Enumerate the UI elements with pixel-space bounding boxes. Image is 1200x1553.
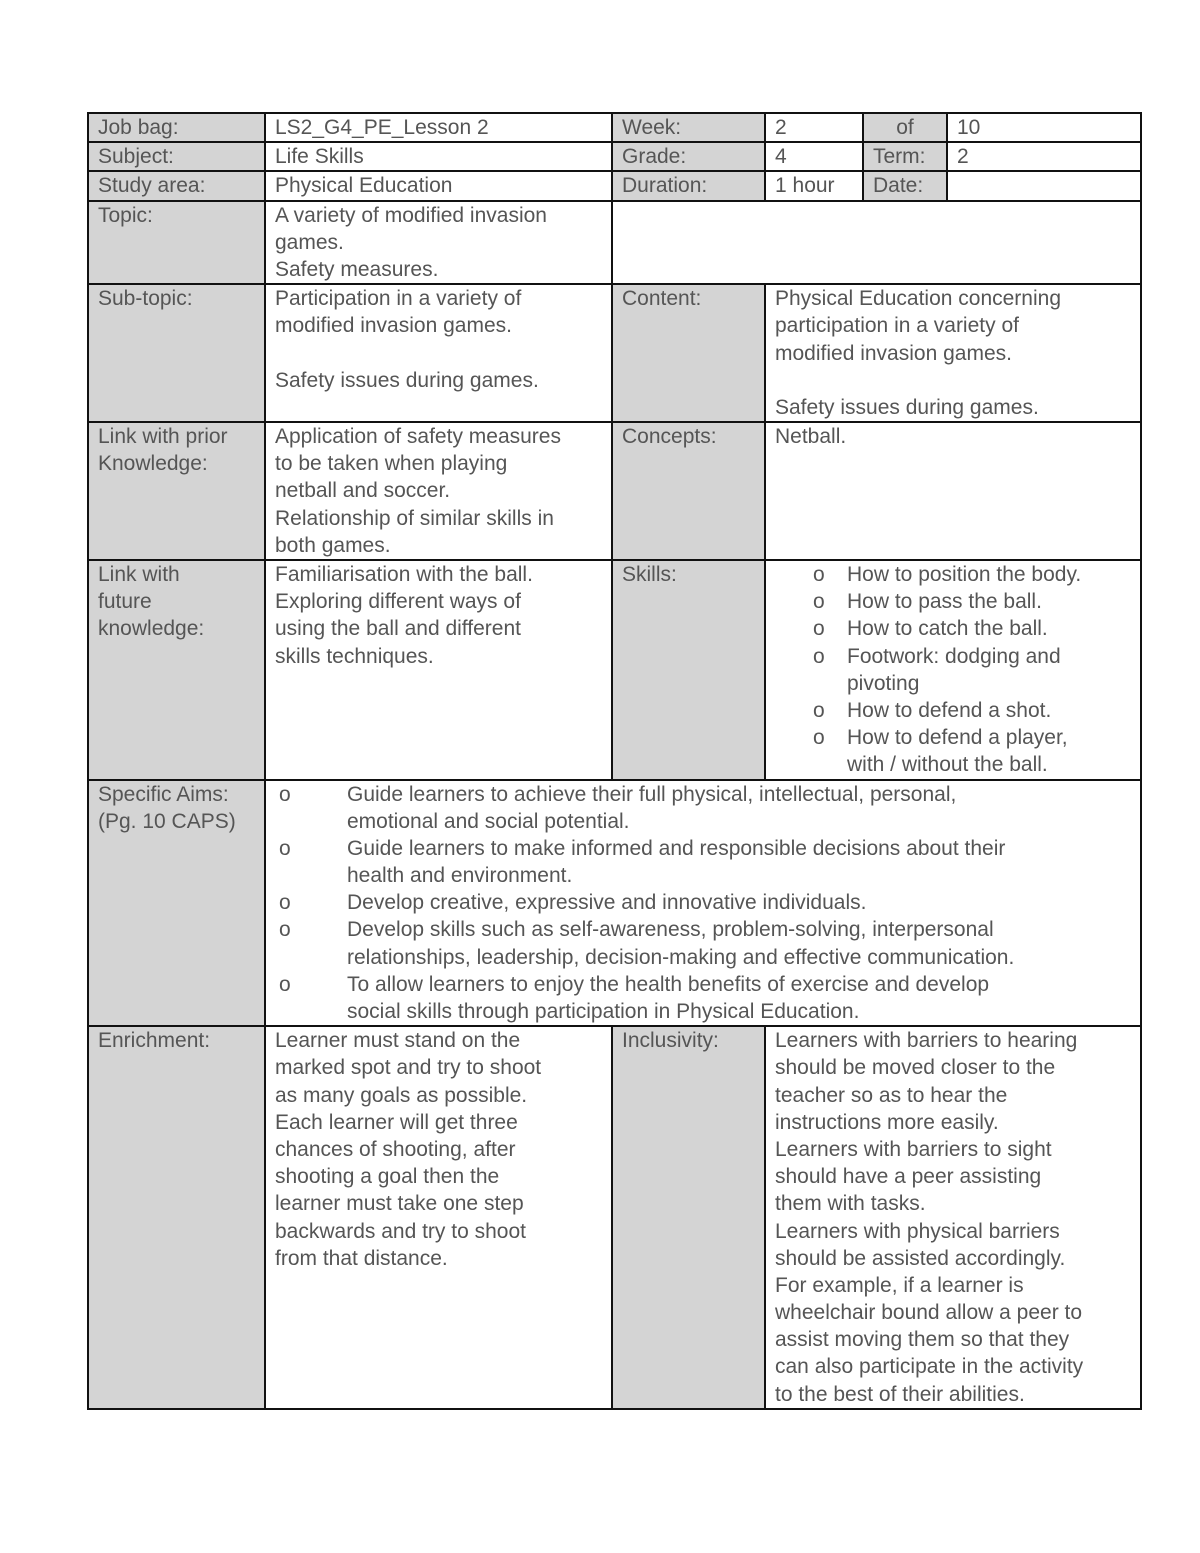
- inclusivity-line: wheelchair bound allow a peer to: [775, 1301, 1083, 1325]
- inclusivity-line: should be assisted accordingly.: [775, 1246, 1066, 1270]
- row-enrichment: [88, 1026, 1141, 1409]
- bullet-icon: o: [813, 617, 825, 641]
- skills-list-item: o How to position the body.: [775, 561, 1140, 588]
- specific-aims-list: [265, 780, 1141, 1027]
- future-knowledge-label-line: future: [98, 590, 152, 614]
- aims-list-item: o Guide learners to make informed and responsible decisions about their: [275, 835, 1140, 862]
- future-knowledge-label-line: knowledge:: [98, 617, 205, 641]
- subject-value: Life Skills: [265, 142, 612, 171]
- row-job-bag: [88, 113, 1141, 142]
- content-line: Safety issues during games.: [775, 395, 1039, 419]
- inclusivity-line: instructions more easily.: [775, 1110, 999, 1134]
- job-bag-value: LS2_G4_PE_Lesson 2: [265, 113, 612, 142]
- row-prior-knowledge: [88, 422, 1141, 560]
- subtopic-blank-line: [275, 340, 611, 367]
- content-line: participation in a variety of: [775, 314, 1019, 338]
- inclusivity-line: Learners with barriers to sight: [775, 1137, 1052, 1161]
- aims-list-item: o Guide learners to achieve their full physical, intellectual, personal,: [275, 781, 1140, 808]
- topic-line: games.: [275, 230, 344, 254]
- inclusivity-value: [765, 1026, 1141, 1409]
- bullet-icon: o: [279, 972, 291, 996]
- future-knowledge-line: skills techniques.: [275, 644, 434, 668]
- inclusivity-line: Learners with physical barriers: [775, 1219, 1060, 1243]
- skills-list-item: o How to defend a shot.: [775, 697, 1140, 724]
- skills-list: [765, 560, 1141, 780]
- bullet-icon: o: [279, 891, 291, 915]
- job-bag-label: Job bag:: [88, 113, 265, 142]
- bullet-icon: o: [813, 644, 825, 668]
- prior-knowledge-line: Relationship of similar skills in: [275, 506, 554, 530]
- inclusivity-line: Learners with barriers to hearing: [775, 1029, 1078, 1053]
- concepts-value: Netball.: [765, 422, 1141, 560]
- aims-list-item-continuation: health and environment.: [347, 864, 573, 888]
- term-label: Term:: [863, 142, 947, 171]
- row-topic: [88, 201, 1141, 285]
- inclusivity-line: should be moved closer to the: [775, 1056, 1056, 1080]
- inclusivity-line: can also participate in the activity: [775, 1355, 1084, 1379]
- aims-list-item: o To allow learners to enjoy the health benefits of exercise and develop: [275, 971, 1140, 998]
- subject-label: Subject:: [88, 142, 265, 171]
- prior-knowledge-line: to be taken when playing: [275, 452, 508, 476]
- topic-line: A variety of modified invasion: [275, 203, 547, 227]
- skills-list-item: o How to catch the ball.: [775, 615, 1140, 642]
- row-specific-aims: [88, 780, 1141, 1027]
- content-value: [765, 284, 1141, 422]
- row-study-area: [88, 171, 1141, 200]
- subtopic-line: modified invasion games.: [275, 314, 512, 338]
- row-future-knowledge: [88, 560, 1141, 780]
- future-knowledge-line: using the ball and different: [275, 617, 521, 641]
- specific-aims-label-line: Specific Aims:: [98, 782, 229, 806]
- skills-list-item: o How to defend a player,: [775, 724, 1140, 751]
- content-label: Content:: [612, 284, 765, 422]
- bullet-icon: o: [813, 590, 825, 614]
- content-line: Physical Education concerning: [775, 287, 1062, 311]
- specific-aims-label-line: (Pg. 10 CAPS): [98, 809, 236, 833]
- skills-list-item-continuation: pivoting: [847, 671, 920, 695]
- aims-list-item: o Develop skills such as self-awareness, problem-solving, interpersonal: [275, 916, 1140, 943]
- subtopic-value: [265, 284, 612, 422]
- row-subtopic: [88, 284, 1141, 422]
- aims-list-item: o Develop creative, expressive and innovative individuals.: [275, 889, 1140, 916]
- bullet-icon: o: [813, 726, 825, 750]
- topic-line: Safety measures.: [275, 257, 439, 281]
- grade-value: 4: [765, 142, 863, 171]
- enrichment-line: shooting a goal then the: [275, 1165, 500, 1189]
- bullet-icon: o: [813, 563, 825, 587]
- aims-list-item-continuation: emotional and social potential.: [347, 809, 630, 833]
- skills-list-item: o How to pass the ball.: [775, 588, 1140, 615]
- enrichment-label: Enrichment:: [88, 1026, 265, 1409]
- future-knowledge-label: [88, 560, 265, 780]
- topic-empty-cell: [612, 201, 1141, 285]
- specific-aims-label: [88, 780, 265, 1027]
- enrichment-line: learner must take one step: [275, 1192, 524, 1216]
- aims-list-item-continuation: social skills through participation in Physical Education.: [347, 1000, 860, 1024]
- inclusivity-label: Inclusivity:: [612, 1026, 765, 1409]
- enrichment-line: backwards and try to shoot: [275, 1219, 526, 1243]
- content-line: modified invasion games.: [775, 341, 1012, 365]
- of-label: of: [863, 113, 947, 142]
- enrichment-line: marked spot and try to shoot: [275, 1056, 542, 1080]
- prior-knowledge-label-line: Knowledge:: [98, 452, 208, 476]
- week-value: 2: [765, 113, 863, 142]
- topic-value: [265, 201, 612, 285]
- future-knowledge-value: [265, 560, 612, 780]
- bullet-icon: o: [279, 918, 291, 942]
- inclusivity-line: to the best of their abilities.: [775, 1382, 1025, 1406]
- study-area-value: Physical Education: [265, 171, 612, 200]
- term-value: 2: [947, 142, 1141, 171]
- prior-knowledge-line: netball and soccer.: [275, 479, 451, 503]
- row-subject: [88, 142, 1141, 171]
- week-label: Week:: [612, 113, 765, 142]
- enrichment-line: Learner must stand on the: [275, 1029, 521, 1053]
- subtopic-label: Sub-topic:: [88, 284, 265, 422]
- enrichment-line: from that distance.: [275, 1246, 448, 1270]
- aims-list-item-continuation: relationships, leadership, decision-making and effective communication.: [347, 945, 1015, 969]
- skills-list-item: o Footwork: dodging and: [775, 643, 1140, 670]
- future-knowledge-line: Exploring different ways of: [275, 590, 521, 614]
- prior-knowledge-line: both games.: [275, 533, 391, 557]
- study-area-label: Study area:: [88, 171, 265, 200]
- bullet-icon: o: [279, 836, 291, 860]
- enrichment-value: [265, 1026, 612, 1409]
- skills-list-item-continuation: with / without the ball.: [847, 753, 1048, 777]
- inclusivity-line: them with tasks.: [775, 1192, 926, 1216]
- lesson-plan-sheet: [87, 112, 1142, 1410]
- enrichment-line: Each learner will get three: [275, 1110, 518, 1134]
- inclusivity-line: assist moving them so that they: [775, 1328, 1070, 1352]
- inclusivity-line: should have a peer assisting: [775, 1165, 1042, 1189]
- prior-knowledge-line: Application of safety measures: [275, 425, 561, 449]
- inclusivity-line: teacher so as to hear the: [775, 1083, 1008, 1107]
- concepts-label: Concepts:: [612, 422, 765, 560]
- prior-knowledge-label: [88, 422, 265, 560]
- content-blank-line: [775, 367, 1140, 394]
- duration-value: 1 hour: [765, 171, 863, 200]
- future-knowledge-line: Familiarisation with the ball.: [275, 563, 533, 587]
- enrichment-line: as many goals as possible.: [275, 1083, 528, 1107]
- grade-label: Grade:: [612, 142, 765, 171]
- bullet-icon: o: [813, 698, 825, 722]
- subtopic-line: Safety issues during games.: [275, 368, 539, 392]
- lesson-plan-table: [87, 112, 1142, 1410]
- enrichment-line: chances of shooting, after: [275, 1137, 516, 1161]
- subtopic-line: Participation in a variety of: [275, 287, 522, 311]
- skills-label: Skills:: [612, 560, 765, 780]
- date-label: Date:: [863, 171, 947, 200]
- prior-knowledge-value: [265, 422, 612, 560]
- prior-knowledge-label-line: Link with prior: [98, 425, 228, 449]
- bullet-icon: o: [279, 782, 291, 806]
- date-value: [947, 171, 1141, 200]
- duration-label: Duration:: [612, 171, 765, 200]
- inclusivity-line: For example, if a learner is: [775, 1273, 1024, 1297]
- future-knowledge-label-line: Link with: [98, 563, 180, 587]
- topic-label: Topic:: [88, 201, 265, 285]
- of-value: 10: [947, 113, 1141, 142]
